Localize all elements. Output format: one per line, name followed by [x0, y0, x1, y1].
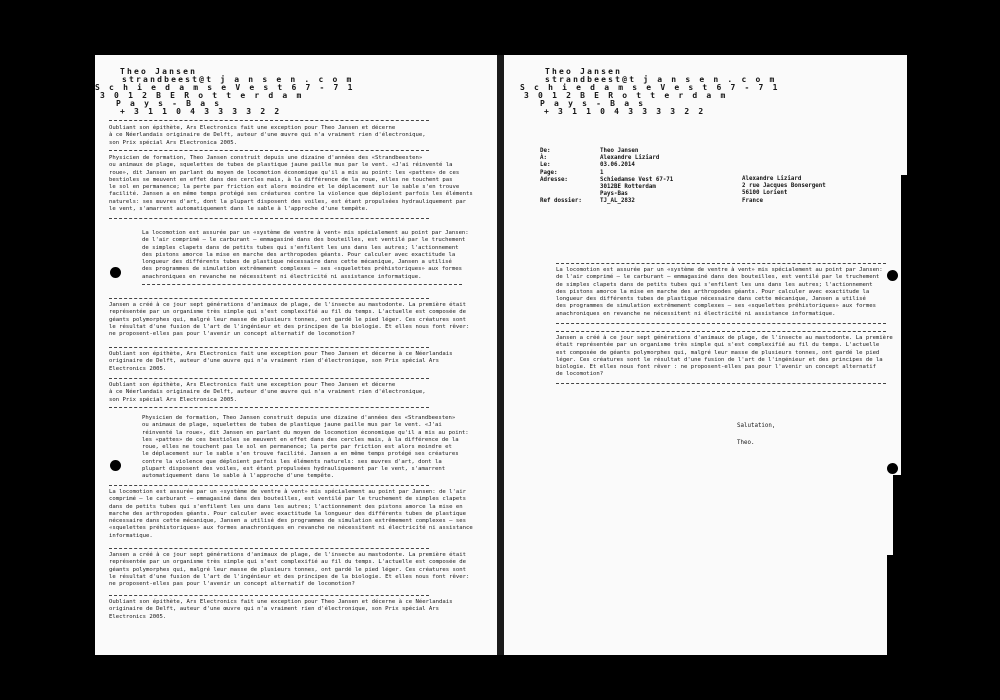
signature: Theo.: [737, 440, 755, 446]
letterhead-city: 3 0 1 2 B E R o t t e r d a m: [100, 91, 304, 100]
meta-label-to: À:: [540, 155, 547, 162]
letterhead-country: P a y s - B a s: [116, 99, 222, 108]
paragraph: Oubliant son épithète, Ars Electronics fait une exception pour Theo Jansen et décerne à ce Néerlandais originaire de Delft, auteur d'une œuvre qui n'a vraiment rien d'électronique, son Prix spécial Ars Electronics 2005.: [109, 599, 453, 620]
meta-value-date: 03.06.2014: [600, 162, 635, 169]
divider: [556, 383, 886, 384]
meta-values: [600, 148, 673, 206]
divider: [556, 323, 886, 324]
divider: [142, 284, 462, 285]
divider: [109, 347, 429, 348]
paragraph: Oubliant son épithète, Ars Electronics fait une exception pour Theo Jansen et décerne à ce Néerlandais originaire de Delft, auteur d'une œuvre qui n'a vraiment rien d'électronique, son Prix spécial Ars Electronics 2005.: [109, 351, 453, 372]
paragraph: Oubliant son épithète, Ars Electronics fait une exception pour Theo Jansen et décerne à ce Néerlandais originaire de Delft, auteur d'une œuvre qui n'a vraiment rien d'électronique, son Prix spécial Ars Electronica 2005.: [109, 125, 426, 146]
divider: [556, 331, 886, 332]
meta-value-to: Alexandre Liziard: [600, 155, 660, 162]
divider: [109, 485, 429, 486]
right-page: [504, 55, 907, 655]
meta-label-from: De:: [540, 148, 551, 154]
meta-labels: [540, 148, 582, 206]
meta-label-blank: [540, 191, 582, 198]
paragraph: Jansen a créé à ce jour sept générations d'animaux de plage, de l'insecte au mastodonte. La première était représentée par un organisme très simple qui s'est complexifié au fil du temps. L'actuelle est composée de géants polymorphes qui, malgré leur masse de plusieurs tonnes, ont gardé le pied léger. Ces créatures sont le résultat d'une fusion de l'art de l'ingénieur et des principes de la biologie. Et elles nous font rêver : ne proposent-elles pas pour l'avenir un concept alternatif de locomotion?: [556, 335, 893, 378]
recipient-street: 2 rue Jacques Bonsergent: [742, 183, 826, 190]
meta-value-from: Theo Jansen: [600, 148, 639, 154]
recipient-country: France: [742, 197, 763, 204]
paragraph: Jansen a créé à ce jour sept générations d'animaux de plage, de l'insecte au mastodonte. La première était représentée par un organisme très simple qui s'est complexifié au fil du temps. L'actuelle est composée de géants polymorphes qui, malgré leur masse de plusieurs tonnes, ont gardé le pied léger. Ces créatures sont le résultat d'une fusion de l'art de l'ingénieur et des principes de la biologie. Et elles nous font rêver: ne proposent-elles pas pour l'avenir un concept alternatif de locomotion?: [109, 552, 470, 588]
punch-hole: [887, 463, 898, 474]
divider: [109, 548, 429, 549]
letterhead-street: S c h i e d a m s e V e s t 6 7 - 7 1: [520, 83, 780, 92]
letterhead-email: strandbeest@t j a n s e n . c o m: [122, 75, 354, 84]
recipient-name: Alexandre Liziard: [742, 176, 802, 182]
paragraph: Physicien de formation, Theo Jansen construit depuis une dizaine d'années des «Strandbeesten» ou animaux de plage, squelettes de tubes de plastique jaune paille mus par le vent. «J'ai réinventé la roue», dit Jansen en parlant du moyen de locomotion économique qu'il a mis au point: les «pattes» de ces bestioles se meuvent en effet dans des cercles mais, à la différence de la roue, elles ne touchent pas le sol en permanence; la perte par friction est alors moindre et le déplacement sur le sable s'en trouve facilité. Jansen a en même temps protégé ses créatures contre la violence que déploient parfois les éléments naturels: ses œuvres d'art, dont la plupart disposent des voiles, est étant propulsées hydrauliquement par le vent, s'amarrent automatiquement dans le sable à l'approche d'une tempête.: [109, 155, 473, 213]
meta-label-blank: [540, 184, 582, 191]
divider: [109, 595, 429, 596]
letterhead-phone: + 3 1 1 0 4 3 3 3 3 2 2: [544, 107, 706, 116]
paragraph: La locomotion est assurée par un «système de ventre à vent» mis spécialement au point par Jansen: de l'air comprimé – le carburant – emmagasiné dans des bouteilles, est ventilé par le truchement de simples clapets dans de petits tubes qui s'enfilent les uns dans les autres; l'actionnement des pistons amorce la mise en marche des arthropodes géants. Pour calculer avec exactitude la longueur des différents tubes de plastique nécessaire dans cette mécanique, Jansen a utilisé des programmes de simulation extrêmement complexes – ses «squelettes préhistoriques» aux formes anachroniques en revanche ne nécessitent ni électricité ni assistance informatique.: [556, 267, 883, 317]
divider: [109, 218, 429, 219]
meta-value-country: Pays-Bas: [600, 191, 628, 198]
salutation: Salutation,: [737, 423, 776, 429]
paragraph: Oubliant son épithète, Ars Electronics fait une exception pour Theo Jansen et décerne à ce Néerlandais originaire de Delft, auteur d'une œuvre qui n'a vraiment rien d'électronique, son Prix spécial Ars Electronica 2005.: [109, 382, 426, 403]
paragraph: Physicien de formation, Theo Jansen construit depuis une dizaine d'années des «Strandbeesten» ou animaux de plage, squelettes de tubes de plastique jaune paille mus par le vent. «J'ai réinventé la roue», dit Jansen en parlant du moyen de locomotion économique qu'il a mis au point: les «pattes» de ces bestioles se meuvent en effet dans des cercles mais, à la différence de la roue, elles ne touchent pas le sol en permanence; la perte par friction est alors moindre et le déplacement sur le sable s'en trouve facilité. Jansen a en même temps protégé ses créatures contre la violence que déploient parfois les éléments naturels: ses œuvres d'art, dont la plupart disposent des voiles, est étant propulsées hydrauliquement par le vent, s'amarrent automatiquement dans le sable à l'approche d'une tempête.: [142, 415, 469, 480]
meta-value-page: 1: [600, 169, 604, 176]
recipient-address: [742, 176, 826, 205]
letterhead-country: P a y s - B a s: [540, 99, 646, 108]
paragraph: La locomotion est assurée par un «système de ventre à vent» mis spécialement au point par Jansen: de l'air comprimé – le carburant – emmagasiné dans des bouteilles, est ventilé par le truchement de simples clapets dans de petits tubes qui s'enfilent les uns dans les autres; l'actionnement des pistons amorce la mise en marche des arthropodes géants. Pour calculer avec exactitude la longueur des différents tubes de plastique nécessaire dans cette mécanique, Jansen a utilisé des programmes de simulation extrêmement complexes – ses «squelettes préhistoriques» aux formes anachroniques en revanche ne nécessitent ni électricité ni assistance informatique.: [109, 489, 473, 539]
meta-value-city: 3012BE Rotterdam: [600, 184, 656, 191]
letterhead-email: strandbeest@t j a n s e n . c o m: [545, 75, 777, 84]
meta-label-page: Page:: [540, 169, 558, 176]
paragraph: Jansen a créé à ce jour sept générations d'animaux de plage, de l'insecte au mastodonte. La première était représentée par un organisme très simple qui s'est complexifié au fil du temps. L'actuelle est composée de géants polymorphes qui, malgré leur masse de plusieurs tonnes, ont gardé le pied léger. Ces créatures sont le résultat d'une fusion de l'art de l'ingénieur et des principes de la biologie. Et elles nous font rêver: ne proposent-elles pas pour l'avenir un concept alternatif de locomotion?: [109, 302, 470, 338]
meta-value-ref: TJ_AL_2832: [600, 198, 635, 205]
meta-label-address: Adresse:: [540, 176, 568, 183]
punch-hole: [110, 267, 121, 278]
book-spine: [497, 55, 504, 655]
punch-hole: [110, 460, 121, 471]
divider: [109, 150, 429, 151]
divider: [109, 407, 429, 408]
letterhead-phone: + 3 1 1 0 4 3 3 3 3 2 2: [120, 107, 282, 116]
letterhead-city: 3 0 1 2 B E R o t t e r d a m: [524, 91, 728, 100]
divider: [109, 120, 429, 121]
punch-hole: [887, 270, 898, 281]
divider: [109, 378, 429, 379]
letterhead-name: Theo Jansen: [120, 67, 198, 76]
letterhead-street: S c h i e d a m s e V e s t 6 7 - 7 1: [95, 83, 355, 92]
torn-edge: [887, 555, 907, 655]
meta-label-date: Le:: [540, 162, 551, 169]
recipient-city: 56100 Lorient: [742, 190, 788, 197]
meta-label-ref: Ref dossier:: [540, 198, 582, 205]
divider: [556, 263, 886, 264]
meta-value-street: Schiedamse Vest 67-71: [600, 176, 674, 183]
letterhead-name: Theo Jansen: [545, 67, 623, 76]
paragraph: La locomotion est assurée par un «système de ventre à vent» mis spécialement au point par Jansen: de l'air comprimé – le carburant – emmagasiné dans des bouteilles, est ventilé par le truchement de simples clapets dans de petits tubes qui s'enfilent les uns dans les autres; l'actionnement des pistons amorce la mise en marche des arthropodes géants. Pour calculer avec exactitude la longueur des différents tubes de plastique nécessaire dans cette mécanique, Jansen a utilisé des programmes de simulation extrêmement complexes – ses «squelettes préhistoriques» aux formes anachroniques en revanche ne nécessitent ni électricité ni assistance informatique.: [142, 230, 469, 280]
left-page: [95, 55, 497, 655]
divider: [109, 298, 429, 299]
